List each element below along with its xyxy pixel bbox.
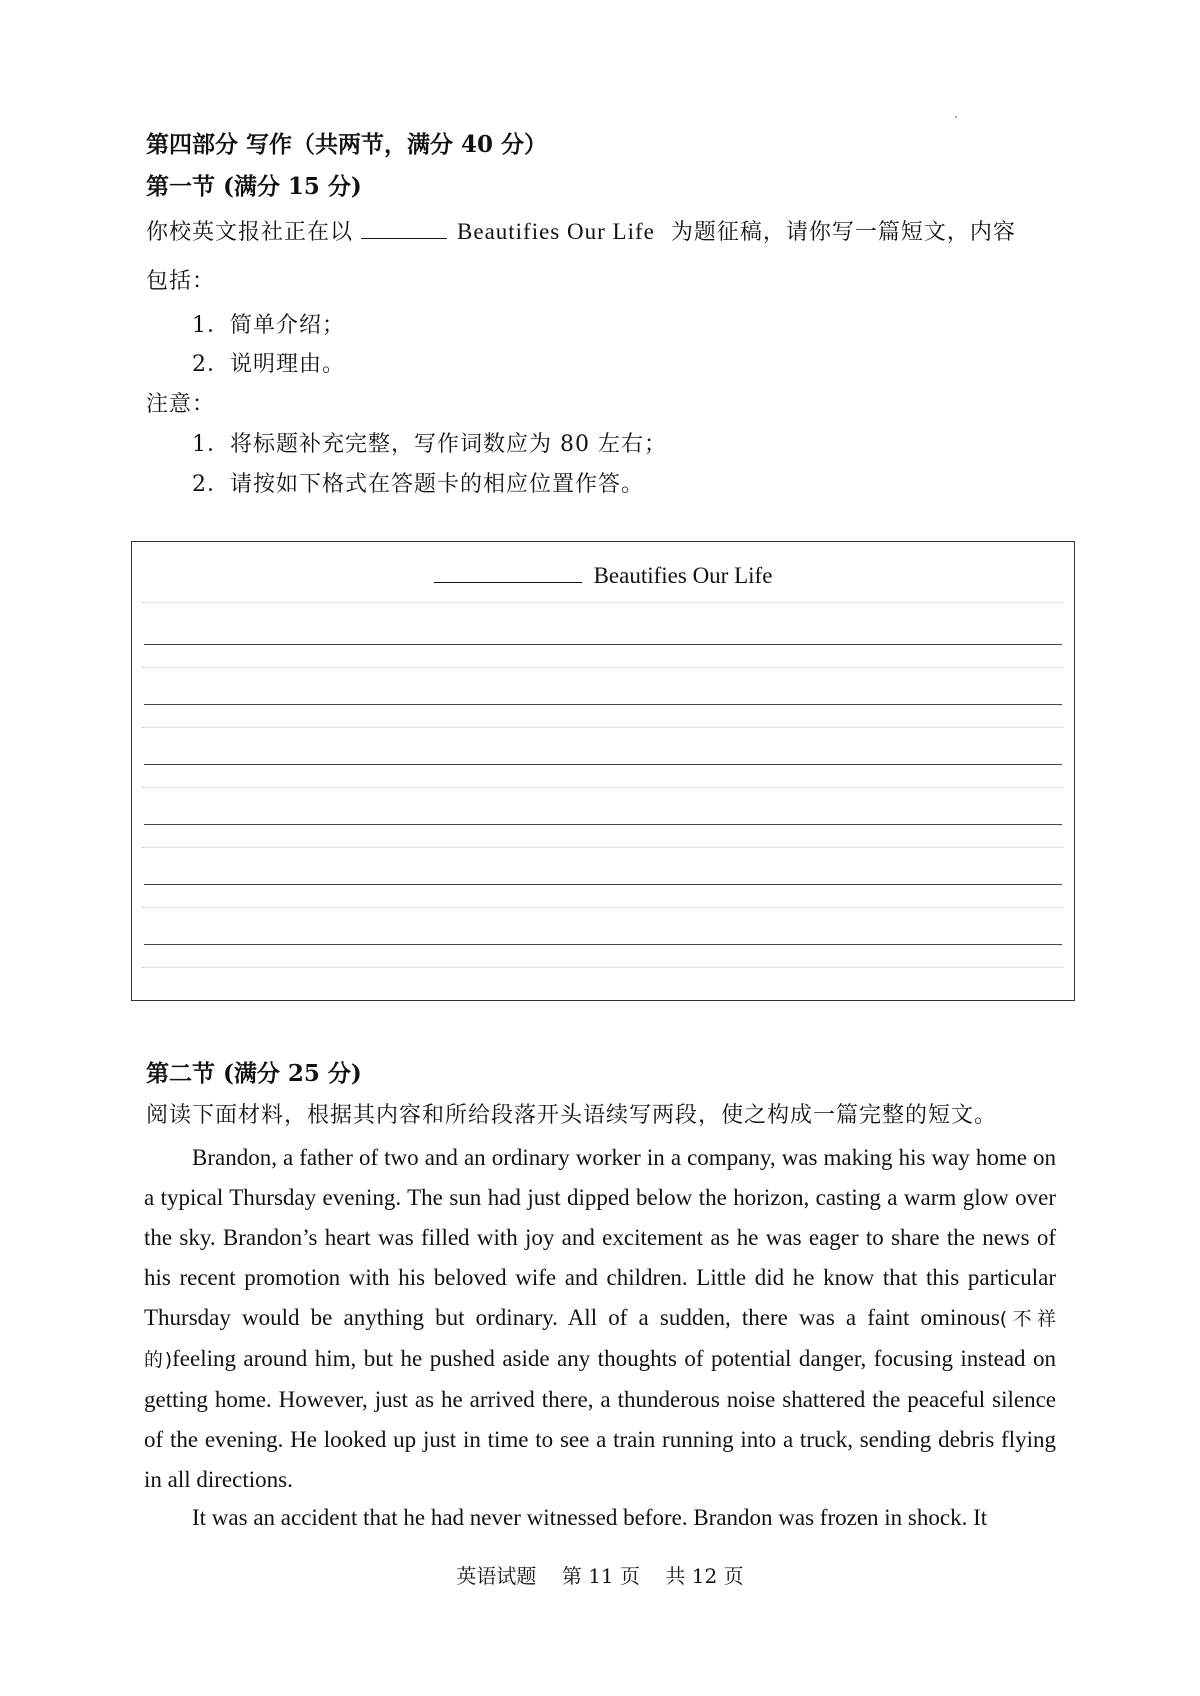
scan-speck bbox=[955, 116, 957, 118]
section2-instruction: 阅读下面材料，根据其内容和所给段落开头语续写两段，使之构成一篇完整的短文。 bbox=[146, 1103, 998, 1128]
task-prompt bbox=[146, 215, 1066, 246]
part-heading: 第四部分 写作（共两节，满分 40 分） bbox=[146, 131, 548, 158]
passage-paragraph-2: It was an accident that he had never witnessed before. Brandon was frozen in shock. It bbox=[192, 1505, 988, 1530]
answer-box-title bbox=[132, 560, 1074, 589]
prompt-title: Beautifies Our Life bbox=[457, 219, 655, 244]
section2-heading: 第二节 (满分 25 分) bbox=[146, 1060, 362, 1087]
section1-heading: 第一节 (满分 15 分) bbox=[146, 173, 362, 200]
passage-paragraph-1 bbox=[144, 1138, 1056, 1500]
note-item-1: 1．将标题补充完整，写作词数应为 80 左右； bbox=[192, 432, 667, 457]
answer-line-1 bbox=[144, 644, 1062, 645]
answer-line-4 bbox=[144, 824, 1062, 825]
answer-line-5 bbox=[144, 884, 1062, 885]
dotted-guide bbox=[142, 727, 1064, 728]
content-item-2: 2．说明理由。 bbox=[192, 352, 345, 377]
title-blank bbox=[361, 216, 447, 239]
passage-p1-part1: Brandon, a father of two and an ordinary worker in a company, was making his way home on a typical Thursday evening. The sun had just dipped below the horizon, casting a warm glow over the sky. Brandon’s heart was filled with joy and excitement as he was eager to share the news of his recent promotion with his beloved wife and children. Little did he know that this particular Thursday would be anything but ordinary. All of a sudden, there was a faint ominous bbox=[144, 1145, 1056, 1330]
answer-line-3 bbox=[144, 764, 1062, 765]
answer-title-blank bbox=[434, 560, 582, 583]
answer-line-2 bbox=[144, 704, 1062, 705]
page-footer: 英语试题 第 11 页 共 12 页 bbox=[456, 1564, 744, 1588]
note-item-2: 2．请按如下格式在答题卡的相应位置作答。 bbox=[192, 472, 644, 497]
dotted-guide bbox=[142, 667, 1064, 668]
dotted-guide bbox=[142, 602, 1064, 603]
dotted-guide bbox=[142, 847, 1064, 848]
prompt-before: 你校英文报社正在以 bbox=[146, 220, 354, 245]
prompt-line2: 包括： bbox=[146, 269, 216, 294]
passage-p1-part2: feeling around him, but he pushed aside any thoughts of potential danger, focusing instead on getting home. However, just as he arrived there, a thunderous noise shattered the peaceful silence of the evening. He looked up just in time to see a train running into a truck, sending debris flying in all directions. bbox=[144, 1346, 1057, 1492]
passage-gloss: (不祥的) bbox=[144, 1308, 1056, 1371]
prompt-after: 为题征稿，请你写一篇短文，内容 bbox=[670, 220, 1016, 245]
dotted-guide bbox=[142, 787, 1064, 788]
content-item-1: 1．简单介绍； bbox=[192, 313, 345, 338]
note-label: 注意： bbox=[146, 392, 216, 417]
answer-box bbox=[131, 541, 1075, 1001]
dotted-guide bbox=[142, 967, 1064, 968]
answer-title-text: Beautifies Our Life bbox=[593, 563, 773, 588]
answer-line-6 bbox=[144, 944, 1062, 945]
dotted-guide bbox=[142, 907, 1064, 908]
